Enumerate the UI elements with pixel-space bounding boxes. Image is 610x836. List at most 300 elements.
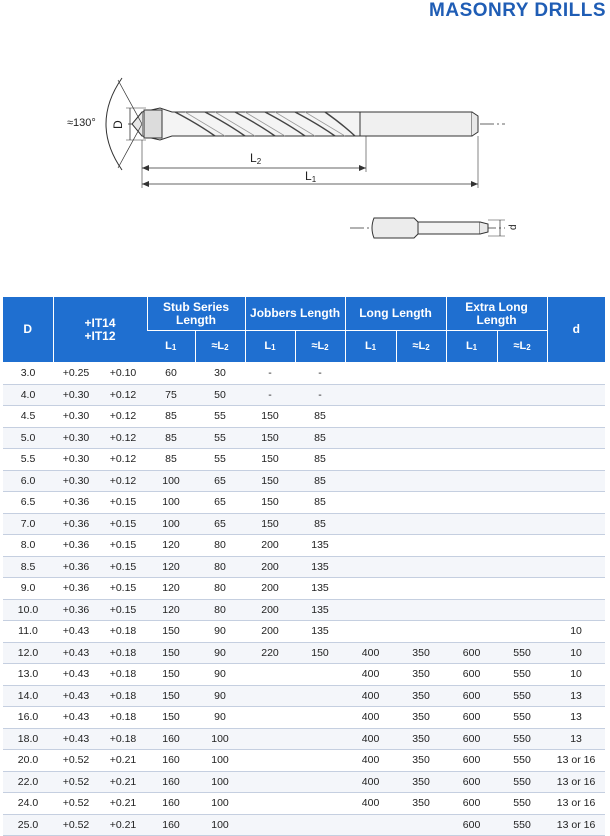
table-cell: 8.0	[3, 535, 53, 557]
table-cell: 80	[195, 578, 245, 600]
table-cell: +0.52	[53, 750, 99, 772]
table-cell: +0.36	[53, 492, 99, 514]
table-cell: 5.5	[3, 449, 53, 471]
table-cell: +0.43	[53, 621, 99, 643]
table-cell	[396, 513, 446, 535]
table-cell: 150	[295, 642, 345, 664]
table-cell	[497, 492, 547, 514]
table-cell: 55	[195, 427, 245, 449]
table-row	[3, 449, 605, 471]
table-cell: 135	[295, 556, 345, 578]
table-cell: 20.0	[3, 750, 53, 772]
table-cell: +0.12	[99, 470, 147, 492]
table-cell: 350	[396, 771, 446, 793]
table-cell	[547, 384, 605, 406]
header-tolerance	[53, 297, 147, 363]
table-cell: 85	[295, 470, 345, 492]
table-cell	[396, 492, 446, 514]
table-cell: 600	[446, 814, 497, 836]
table-cell	[446, 599, 497, 621]
table-row	[3, 556, 605, 578]
table-cell	[446, 621, 497, 643]
table-cell: 150	[147, 685, 195, 707]
table-cell	[245, 771, 295, 793]
table-cell: 100	[147, 492, 195, 514]
table-row	[3, 685, 605, 707]
table-cell: 550	[497, 750, 547, 772]
table-cell: 13 or 16	[547, 750, 605, 772]
table-cell: 160	[147, 814, 195, 836]
table-cell	[345, 578, 396, 600]
table-row	[3, 384, 605, 406]
table-cell	[446, 556, 497, 578]
header-l1: L1	[345, 331, 396, 363]
table-cell: 9.0	[3, 578, 53, 600]
table-cell: 65	[195, 470, 245, 492]
table-cell: 85	[295, 427, 345, 449]
table-cell: 400	[345, 793, 396, 815]
table-cell: 600	[446, 642, 497, 664]
table-cell: 60	[147, 363, 195, 385]
table-cell: 30	[195, 363, 245, 385]
table-cell: +0.15	[99, 513, 147, 535]
table-cell: 150	[147, 642, 195, 664]
table-cell	[396, 535, 446, 557]
table-cell: 350	[396, 685, 446, 707]
table-row	[3, 470, 605, 492]
table-cell: +0.18	[99, 642, 147, 664]
table-cell: +0.10	[99, 363, 147, 385]
table-row	[3, 621, 605, 643]
table-cell: +0.18	[99, 621, 147, 643]
table-cell	[497, 535, 547, 557]
header-stub-series: Stub Series Length	[147, 297, 245, 331]
table-row	[3, 814, 605, 836]
table-cell: 120	[147, 535, 195, 557]
table-cell: 13.0	[3, 664, 53, 686]
table-cell: +0.30	[53, 427, 99, 449]
table-cell: 150	[147, 621, 195, 643]
table-cell: 550	[497, 707, 547, 729]
header-l2: ≈L2	[295, 331, 345, 363]
table-cell: 12.0	[3, 642, 53, 664]
table-cell: 550	[497, 685, 547, 707]
table-cell: 13 or 16	[547, 814, 605, 836]
table-cell: 80	[195, 556, 245, 578]
table-cell: +0.43	[53, 642, 99, 664]
table-cell	[245, 728, 295, 750]
table-cell	[245, 685, 295, 707]
table-cell	[497, 427, 547, 449]
table-cell: 135	[295, 599, 345, 621]
l1-label: L	[305, 169, 312, 183]
table-cell: +0.18	[99, 707, 147, 729]
table-cell	[396, 406, 446, 428]
table-cell: -	[245, 384, 295, 406]
table-cell	[396, 599, 446, 621]
page-title: MASONRY DRILLS	[429, 0, 606, 21]
table-cell: 90	[195, 621, 245, 643]
table-cell: 350	[396, 793, 446, 815]
table-cell: +0.15	[99, 535, 147, 557]
table-cell: +0.12	[99, 406, 147, 428]
table-cell: 65	[195, 513, 245, 535]
table-cell	[245, 750, 295, 772]
table-row	[3, 535, 605, 557]
table-cell: 80	[195, 535, 245, 557]
table-cell: +0.52	[53, 771, 99, 793]
table-cell: 120	[147, 599, 195, 621]
table-cell: 24.0	[3, 793, 53, 815]
table-cell: +0.36	[53, 513, 99, 535]
table-cell	[547, 556, 605, 578]
table-cell	[396, 449, 446, 471]
table-cell: 80	[195, 599, 245, 621]
table-cell: 220	[245, 642, 295, 664]
table-cell: 65	[195, 492, 245, 514]
table-cell: 160	[147, 728, 195, 750]
table-cell	[547, 470, 605, 492]
table-cell: 400	[345, 771, 396, 793]
table-cell	[245, 793, 295, 815]
table-cell: 600	[446, 728, 497, 750]
table-cell: 200	[245, 578, 295, 600]
table-cell: +0.15	[99, 492, 147, 514]
table-cell: +0.12	[99, 384, 147, 406]
table-cell	[497, 470, 547, 492]
table-row	[3, 707, 605, 729]
table-cell	[295, 750, 345, 772]
table-cell: 600	[446, 750, 497, 772]
table-cell: +0.36	[53, 578, 99, 600]
table-cell: 160	[147, 750, 195, 772]
table-cell: 600	[446, 685, 497, 707]
table-row	[3, 513, 605, 535]
table-cell: 150	[245, 492, 295, 514]
table-cell	[497, 578, 547, 600]
table-cell	[345, 363, 396, 385]
table-cell: 90	[195, 685, 245, 707]
table-cell: 5.0	[3, 427, 53, 449]
table-cell: +0.30	[53, 449, 99, 471]
specification-table	[3, 297, 605, 836]
header-l2: ≈L2	[195, 331, 245, 363]
table-cell	[245, 664, 295, 686]
table-cell: 85	[295, 492, 345, 514]
table-cell: 13	[547, 707, 605, 729]
table-cell: +0.21	[99, 814, 147, 836]
table-cell	[345, 513, 396, 535]
table-cell	[295, 664, 345, 686]
table-cell	[345, 449, 396, 471]
table-cell	[396, 363, 446, 385]
table-cell: 100	[195, 750, 245, 772]
table-cell: 6.0	[3, 470, 53, 492]
table-cell: 90	[195, 642, 245, 664]
table-cell: +0.18	[99, 685, 147, 707]
table-cell	[396, 556, 446, 578]
table-cell: 150	[245, 449, 295, 471]
table-row	[3, 642, 605, 664]
table-cell	[345, 535, 396, 557]
shank-d-label: d	[508, 224, 519, 230]
table-cell	[547, 492, 605, 514]
table-row	[3, 750, 605, 772]
table-cell: 22.0	[3, 771, 53, 793]
table-cell: 18.0	[3, 728, 53, 750]
table-cell: 55	[195, 406, 245, 428]
table-cell	[345, 384, 396, 406]
table-cell: -	[245, 363, 295, 385]
table-cell: +0.36	[53, 556, 99, 578]
table-cell: +0.52	[53, 814, 99, 836]
table-row	[3, 771, 605, 793]
table-cell: -	[295, 384, 345, 406]
table-cell: +0.12	[99, 449, 147, 471]
table-cell	[446, 513, 497, 535]
table-cell	[547, 427, 605, 449]
table-cell: 150	[245, 406, 295, 428]
table-cell: 85	[295, 513, 345, 535]
table-cell	[497, 556, 547, 578]
table-cell: 100	[195, 814, 245, 836]
table-cell	[446, 449, 497, 471]
table-cell	[497, 599, 547, 621]
table-cell	[497, 621, 547, 643]
table-cell: 550	[497, 728, 547, 750]
table-cell: 400	[345, 664, 396, 686]
table-cell	[345, 556, 396, 578]
table-cell: +0.36	[53, 599, 99, 621]
table-cell	[547, 513, 605, 535]
table-cell	[497, 406, 547, 428]
table-cell	[245, 707, 295, 729]
table-cell: +0.21	[99, 771, 147, 793]
table-cell	[497, 384, 547, 406]
table-cell: 100	[195, 728, 245, 750]
table-cell	[295, 728, 345, 750]
table-cell: 600	[446, 707, 497, 729]
table-row	[3, 492, 605, 514]
table-cell	[345, 599, 396, 621]
table-cell: 75	[147, 384, 195, 406]
table-cell: 85	[295, 406, 345, 428]
table-cell	[547, 535, 605, 557]
table-cell	[547, 578, 605, 600]
table-row	[3, 363, 605, 385]
table-row	[3, 728, 605, 750]
table-cell: +0.15	[99, 556, 147, 578]
table-cell	[497, 363, 547, 385]
table-cell: 400	[345, 642, 396, 664]
table-cell: 100	[147, 513, 195, 535]
header-l2: ≈L2	[396, 331, 446, 363]
table-cell	[295, 793, 345, 815]
table-cell: 13	[547, 728, 605, 750]
table-cell: 16.0	[3, 707, 53, 729]
table-cell: 200	[245, 621, 295, 643]
table-cell: 600	[446, 771, 497, 793]
header-jobbers: Jobbers Length	[245, 297, 345, 331]
table-cell	[547, 449, 605, 471]
table-row	[3, 599, 605, 621]
table-cell: 11.0	[3, 621, 53, 643]
table-cell: +0.15	[99, 599, 147, 621]
table-cell: +0.21	[99, 793, 147, 815]
table-cell	[345, 406, 396, 428]
table-cell: +0.52	[53, 793, 99, 815]
table-cell: +0.12	[99, 427, 147, 449]
table-cell: +0.15	[99, 578, 147, 600]
header-l2: ≈L2	[497, 331, 547, 363]
table-cell	[446, 535, 497, 557]
table-cell: 85	[295, 449, 345, 471]
table-cell	[396, 578, 446, 600]
table-cell: 10	[547, 642, 605, 664]
table-cell: 100	[195, 793, 245, 815]
table-cell	[547, 599, 605, 621]
table-cell	[295, 707, 345, 729]
table-row	[3, 578, 605, 600]
table-cell	[446, 427, 497, 449]
table-cell	[345, 470, 396, 492]
table-cell	[497, 449, 547, 471]
table-cell: 120	[147, 556, 195, 578]
table-cell: 350	[396, 707, 446, 729]
table-cell: -	[295, 363, 345, 385]
table-cell: 6.5	[3, 492, 53, 514]
header-tol-1: +IT14	[84, 315, 116, 330]
table-cell: 13 or 16	[547, 771, 605, 793]
table-cell: 150	[245, 513, 295, 535]
table-cell: 13	[547, 685, 605, 707]
header-long: Long Length	[345, 297, 446, 331]
table-cell: +0.30	[53, 406, 99, 428]
table-cell: 50	[195, 384, 245, 406]
table-cell: 120	[147, 578, 195, 600]
table-cell	[446, 406, 497, 428]
table-cell	[345, 427, 396, 449]
table-cell: 350	[396, 750, 446, 772]
table-cell	[547, 406, 605, 428]
table-cell: 14.0	[3, 685, 53, 707]
table-cell	[547, 363, 605, 385]
drill-technical-drawing	[0, 28, 610, 278]
table-cell	[295, 814, 345, 836]
table-cell	[345, 621, 396, 643]
table-cell: +0.43	[53, 664, 99, 686]
table-cell: 13 or 16	[547, 793, 605, 815]
table-cell: +0.18	[99, 728, 147, 750]
table-cell	[446, 470, 497, 492]
table-cell: 200	[245, 556, 295, 578]
header-extra-long: Extra Long Length	[446, 297, 547, 331]
table-cell: 55	[195, 449, 245, 471]
table-cell: 400	[345, 728, 396, 750]
table-cell: 90	[195, 664, 245, 686]
table-cell: +0.30	[53, 470, 99, 492]
table-row	[3, 664, 605, 686]
table-cell: 4.5	[3, 406, 53, 428]
table-cell	[497, 513, 547, 535]
table-cell: 7.0	[3, 513, 53, 535]
table-cell: 400	[345, 750, 396, 772]
table-cell: +0.25	[53, 363, 99, 385]
diameter-label: D	[111, 120, 125, 129]
table-cell: 150	[147, 707, 195, 729]
table-cell: 350	[396, 728, 446, 750]
table-cell: 600	[446, 793, 497, 815]
table-cell: 8.5	[3, 556, 53, 578]
table-cell: 25.0	[3, 814, 53, 836]
table-cell	[396, 470, 446, 492]
table-cell: 100	[195, 771, 245, 793]
table-cell: 550	[497, 664, 547, 686]
table-cell: 135	[295, 621, 345, 643]
table-cell: 150	[245, 427, 295, 449]
header-l1: L1	[446, 331, 497, 363]
table-cell: +0.18	[99, 664, 147, 686]
table-cell: 85	[147, 427, 195, 449]
table-cell	[396, 427, 446, 449]
table-row	[3, 406, 605, 428]
table-cell: 550	[497, 642, 547, 664]
table-row	[3, 793, 605, 815]
table-cell: 135	[295, 578, 345, 600]
table-cell: 160	[147, 771, 195, 793]
l2-label: L	[250, 151, 257, 165]
table-cell: +0.36	[53, 535, 99, 557]
svg-text:L1	[305, 169, 317, 184]
table-cell	[345, 814, 396, 836]
table-cell: +0.21	[99, 750, 147, 772]
angle-label: ≈130°	[67, 117, 96, 129]
l1-sub: 1	[311, 175, 317, 184]
header-l1: L1	[245, 331, 295, 363]
table-cell: 550	[497, 814, 547, 836]
table-cell: 600	[446, 664, 497, 686]
table-cell: 150	[245, 470, 295, 492]
table-cell: 160	[147, 793, 195, 815]
table-cell: +0.43	[53, 728, 99, 750]
table-cell: 400	[345, 685, 396, 707]
table-cell: 85	[147, 449, 195, 471]
svg-text:L2	[250, 151, 262, 166]
table-row	[3, 427, 605, 449]
table-cell: 200	[245, 599, 295, 621]
table-cell	[295, 685, 345, 707]
table-cell: 10	[547, 664, 605, 686]
l2-sub: 2	[256, 157, 262, 166]
table-cell: 4.0	[3, 384, 53, 406]
table-cell: 90	[195, 707, 245, 729]
table-cell: +0.43	[53, 707, 99, 729]
table-cell: 350	[396, 642, 446, 664]
header-l1: L1	[147, 331, 195, 363]
table-cell: 200	[245, 535, 295, 557]
table-cell	[295, 771, 345, 793]
table-cell	[446, 578, 497, 600]
table-cell	[245, 814, 295, 836]
table-cell: 100	[147, 470, 195, 492]
table-cell: +0.43	[53, 685, 99, 707]
table-cell: 135	[295, 535, 345, 557]
table-cell: 85	[147, 406, 195, 428]
table-cell	[396, 814, 446, 836]
table-cell	[446, 363, 497, 385]
header-tol-2: +IT12	[84, 328, 116, 343]
table-cell: 150	[147, 664, 195, 686]
